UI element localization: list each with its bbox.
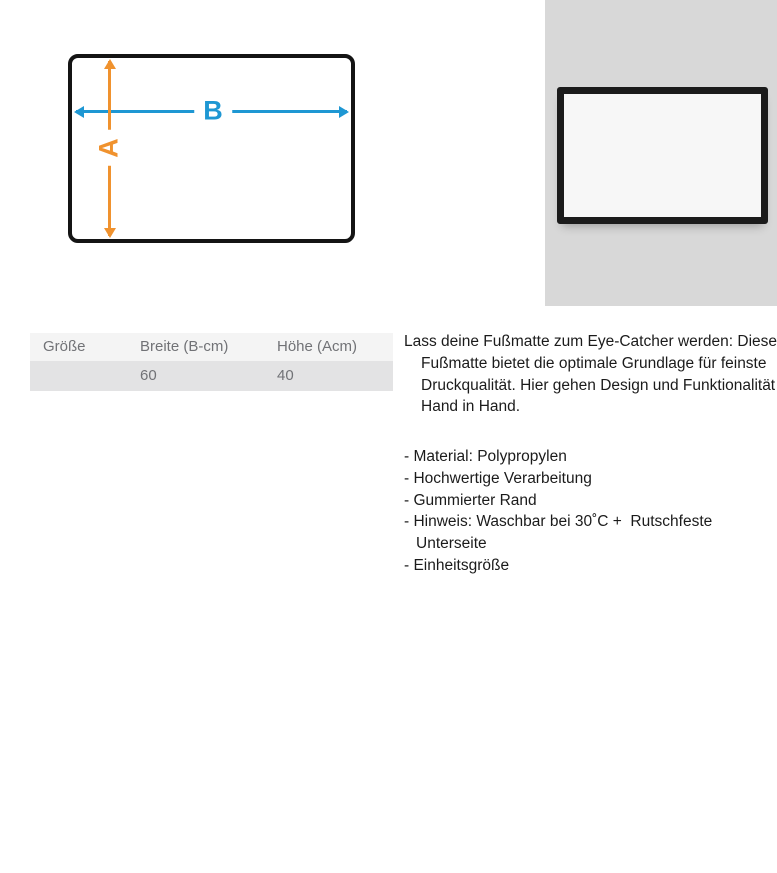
size-table [30, 333, 393, 391]
table-header-cell: Größe [43, 338, 86, 355]
feature-line: - Hinweis: Waschbar bei 30˚C + Rutschfeste [404, 513, 713, 531]
paragraph-line: Lass deine Fußmatte zum Eye-Catcher werden: Diese [404, 333, 777, 350]
size-table-body [30, 361, 393, 391]
product-photo [545, 0, 777, 306]
feature-list [404, 446, 776, 577]
table-cell: 40 [277, 367, 294, 384]
width-label: B [194, 98, 232, 125]
feature-line: - Einheitsgröße [404, 556, 510, 574]
height-label: A [96, 130, 123, 166]
feature-line: - Material: Polypropylen [404, 448, 567, 465]
feature-line: - Gummierter Rand [404, 491, 537, 509]
description-paragraph [404, 331, 776, 418]
table-row [30, 361, 393, 391]
table-cell [30, 361, 127, 391]
table-cell: 60 [140, 367, 157, 384]
size-table-header-row [30, 333, 393, 361]
paragraph-line: Fußmatte bietet die optimale Grundlage für feinste [421, 354, 767, 372]
product-description [404, 331, 776, 577]
feature-line: - Hochwertige Verarbeitung [404, 469, 592, 487]
table-header-cell: Höhe (Acm) [277, 338, 358, 355]
doormat-image [557, 87, 768, 224]
paragraph-line: Hand in Hand. [421, 398, 521, 416]
table-header-cell: Breite (B-cm) [140, 338, 229, 355]
paragraph-line: Druckqualität. Hier gehen Design und Funktionalität [421, 376, 776, 394]
dimension-diagram [68, 54, 355, 243]
feature-line: Unterseite [416, 535, 487, 552]
